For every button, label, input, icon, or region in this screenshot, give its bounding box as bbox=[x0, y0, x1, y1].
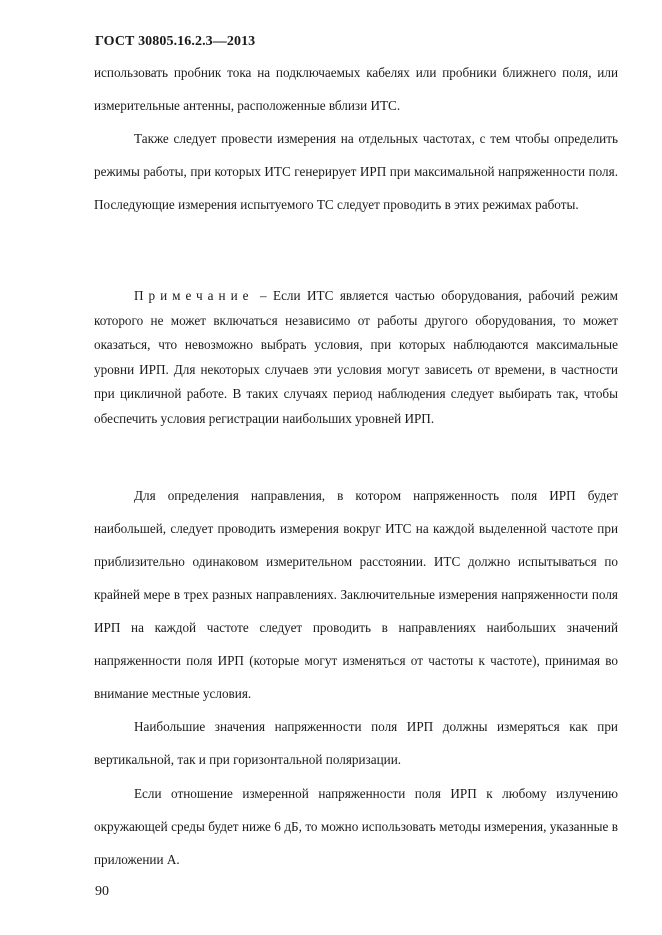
paragraph-5: Наибольшие значения напряженности поля ИРП должны измеряться как при вертикальной, так и при горизонтальной поляризации. bbox=[94, 719, 618, 767]
document-header: ГОСТ 30805.16.2.3—2013 bbox=[95, 34, 256, 49]
note-label: Примечание bbox=[134, 288, 254, 303]
page-number: 90 bbox=[95, 884, 109, 899]
paragraph-2: Также следует провести измерения на отдельных частотах, с тем чтобы определить режимы работы, при которых ИТС генерирует ИРП при максимальной напряженности поля. Последующие измерения испытуемого ТС следует проводить в этих режимах работы. bbox=[94, 131, 618, 212]
note-text: – Если ИТС является частью оборудования, рабочий режим которого не может включаться независимо от работы другого оборудования, то может оказаться, что невозможно выбрать условия, при которых наблюдаются максимальные уровни ИРП. Для некоторых случаев эти условия могут зависеть от времени, в частности при цикличной работе. В таких случаях период наблюдения следует выбирать так, чтобы обеспечить условия регистрации наибольших уровней ИРП. bbox=[94, 288, 618, 426]
paragraph-1: использовать пробник тока на подключаемых кабелях или пробники ближнего поля, или измерительные антенны, расположенные вблизи ИТС. bbox=[94, 65, 618, 113]
paragraph-4: Для определения направления, в котором напряженность поля ИРП будет наибольшей, следует проводить измерения вокруг ИТС на каждой выделенной частоте при приблизительно одинаковом измерительном расстоянии. ИТС должно испытываться по крайней мере в трех разных направлениях. Заключительные измерения напряженности поля ИРП на каждой частоте следует проводить в направлениях наибольших значений напряженности поля ИРП (которые могут изменяться от частоты к частоте), принимая во внимание местные условия. bbox=[94, 488, 618, 701]
paragraph-6: Если отношение измеренной напряженности поля ИРП к любому излучению окружающей среды будет ниже 6 дБ, то можно использовать методы измерения, указанные в приложении А. bbox=[94, 786, 618, 867]
note-paragraph bbox=[94, 284, 618, 431]
